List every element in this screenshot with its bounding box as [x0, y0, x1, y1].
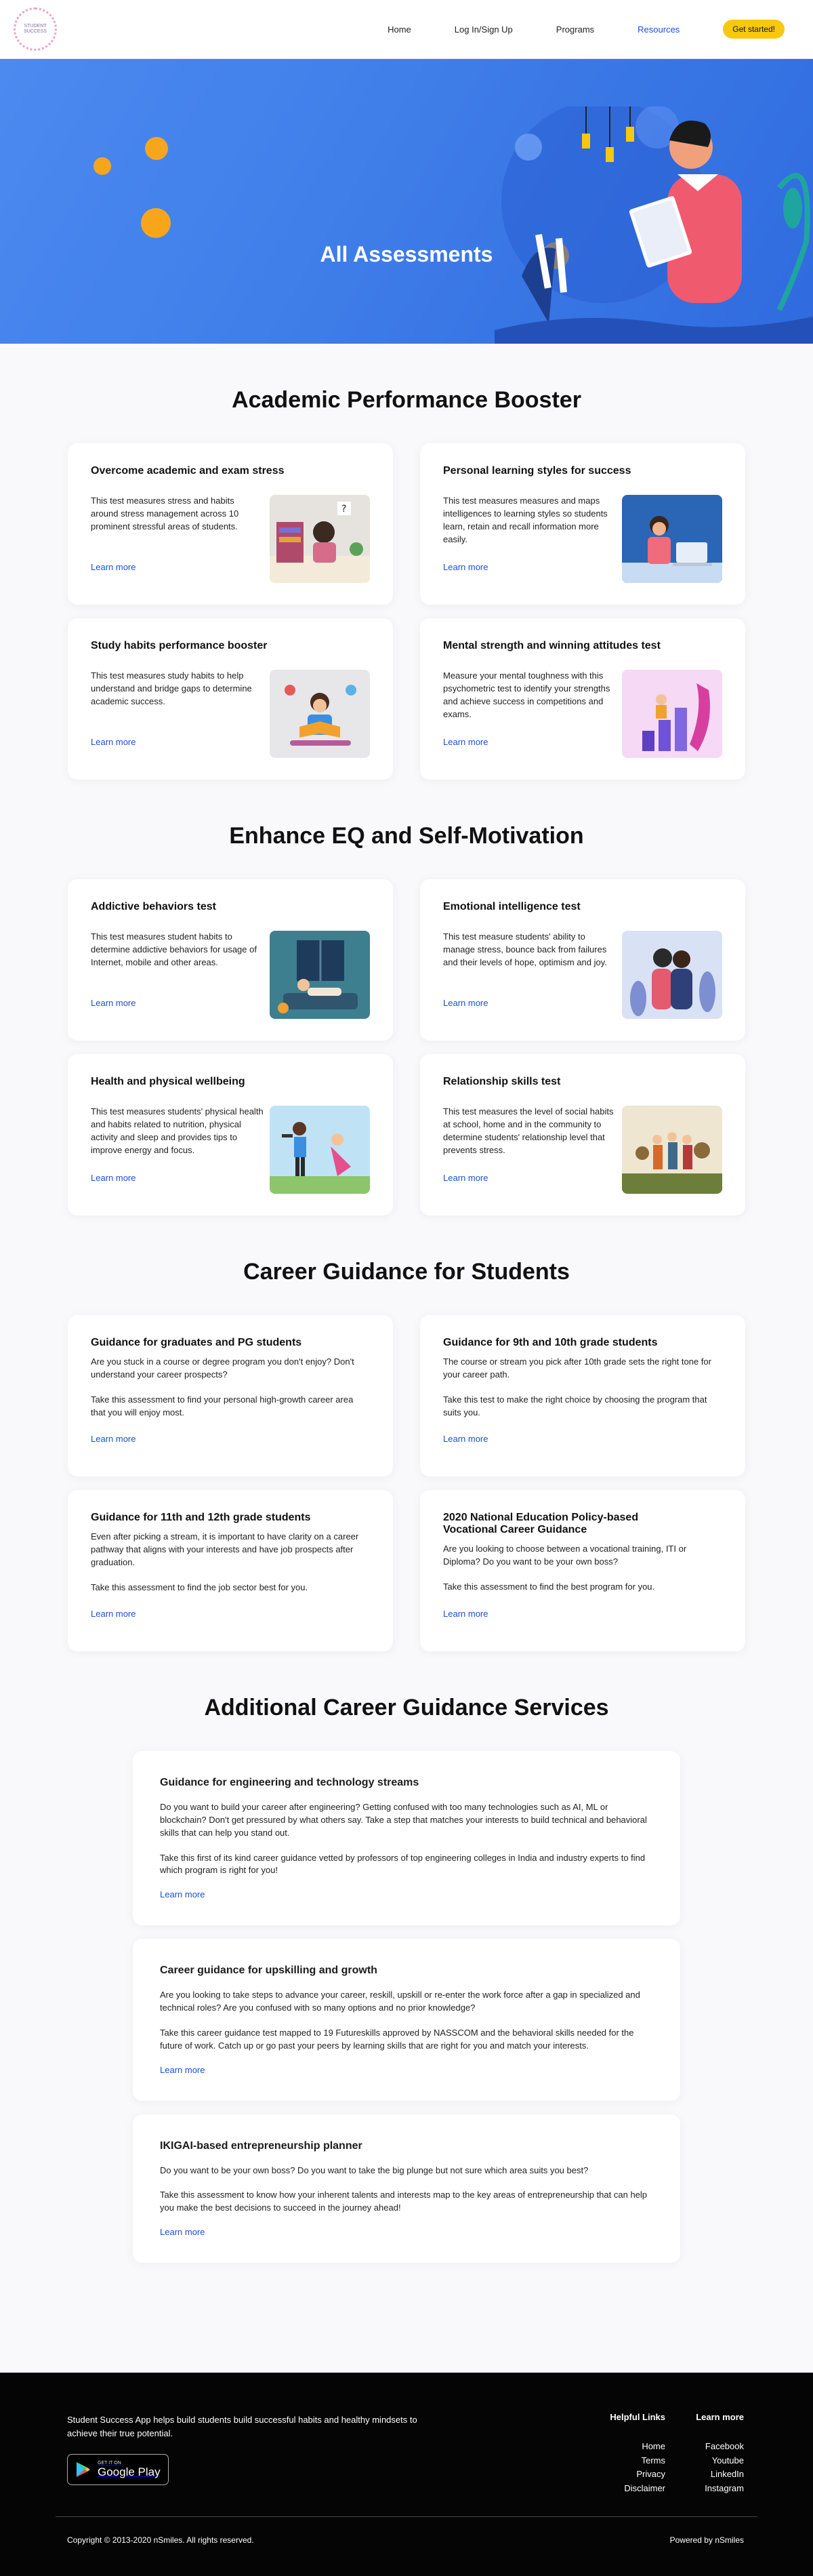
- hero-banner: [0, 59, 813, 344]
- helpful-links-title: Helpful Links: [610, 2412, 665, 2422]
- card-title: Guidance for 9th and 10th grade students: [443, 1337, 658, 1348]
- assessment-card: [420, 443, 745, 605]
- teacher-illustration: [495, 106, 813, 344]
- learn-more-link[interactable]: Learn more: [160, 2227, 205, 2238]
- gplay-big-text: Google Play: [98, 2465, 161, 2478]
- card-desc: This test measure students' ability to manage stress, bounce back from failures and their levels of hope, optimism and joy.: [443, 931, 607, 967]
- card-desc: Even after picking a stream, it is important to have clarity on a career pathway that aligns with your interests and have job prospects after graduation.: [91, 1531, 359, 1567]
- service-card: [133, 1939, 680, 2100]
- assessment-card: [420, 618, 745, 780]
- learn-more-link[interactable]: Learn more: [91, 562, 136, 572]
- service-card: [133, 2114, 680, 2263]
- assessment-card: [420, 1054, 745, 1215]
- card-desc: This test measures study habits to help understand and bridge gaps to determine academic success.: [91, 670, 252, 706]
- site-footer: [0, 2373, 813, 2576]
- nav-programs[interactable]: Programs: [556, 24, 595, 35]
- card-desc: Take this assessment to find the job sector best for you.: [91, 1582, 308, 1592]
- get-started-button[interactable]: Get started!: [723, 20, 785, 39]
- hero-title: All Assessments: [320, 242, 493, 266]
- learn-more-link[interactable]: Learn more: [443, 1173, 488, 1183]
- card-desc: Do you want to be your own boss? Do you want to take the big plunge but not sure which area suits you best?: [160, 2165, 589, 2175]
- card-title: Mental strength and winning attitudes test: [443, 640, 661, 651]
- card-desc: The course or stream you pick after 10th grade sets the right tone for your career path.: [443, 1356, 711, 1380]
- card-desc: Take this assessment to know how your inherent talents and interests map to the key areas of entrepreneurship that can help you make the best decisions to succeed in the journey ahead!: [160, 2190, 648, 2213]
- learn-more-link[interactable]: Learn more: [91, 1173, 136, 1183]
- decor-bubble: [141, 208, 171, 238]
- footer-link-disclaimer[interactable]: Disclaimer: [624, 2483, 665, 2494]
- svg-text:?: ?: [341, 504, 347, 515]
- student-reading-illustration: [270, 670, 370, 758]
- card-desc: This test measures students' physical health and habits related to nutrition, physical activity and sleep and provides tips to improve energy and focus.: [91, 1106, 264, 1155]
- nav-resources[interactable]: Resources: [638, 24, 680, 35]
- section-title-eq: Enhance EQ and Self-Motivation: [229, 823, 584, 849]
- card-title: Guidance for graduates and PG students: [91, 1337, 302, 1348]
- career-card: [68, 1490, 393, 1651]
- card-desc: Are you stuck in a course or degree program you don't enjoy? Don't understand your career prospects?: [91, 1356, 354, 1380]
- card-title: Overcome academic and exam stress: [91, 465, 285, 477]
- card-desc: Are you looking to choose between a vocational training, ITI or Diploma? Do you want to be your own boss?: [443, 1544, 687, 1567]
- card-title: Guidance for 11th and 12th grade students: [91, 1512, 311, 1523]
- card-desc: Take this test to make the right choice by choosing the program that suits you.: [443, 1394, 707, 1417]
- card-desc: Do you want to build your career after engineering? Getting confused with too many technologies such as AI, ML or blockchain? Don't get pressured by what others say. Take a step that matches your interests to build technical and behavioral skills that can help you stand out.: [160, 1802, 647, 1838]
- hug-illustration: [622, 931, 722, 1019]
- footer-link-facebook[interactable]: Facebook: [705, 2440, 744, 2451]
- card-desc: Take this first of its kind career guidance vetted by professors of top engineering colleges in India and industry experts to find which program is right for you!: [160, 1852, 646, 1876]
- section-title-additional: Additional Career Guidance Services: [204, 1695, 609, 1720]
- assessment-card: [68, 879, 393, 1041]
- card-desc: This test measures the level of social habits at school, home and in the community to determine students' relationship level that prevents stress.: [443, 1106, 614, 1155]
- google-play-badge[interactable]: [67, 2454, 169, 2485]
- stressed-student-illustration: [270, 495, 370, 583]
- card-title: 2020 National Education Policy-based Vocational Career Guidance: [443, 1512, 639, 1535]
- assessment-card: [68, 618, 393, 780]
- career-card: [420, 1490, 745, 1651]
- card-title: Career guidance for upskilling and growth: [160, 1965, 377, 1977]
- footer-link-linkedin[interactable]: LinkedIn: [710, 2469, 744, 2480]
- card-desc: Take this assessment to find the best program for you.: [443, 1581, 655, 1592]
- helpful-links: [610, 2411, 665, 2496]
- eq-grid: [68, 879, 745, 1215]
- card-desc: This test measures stress and habits around stress management across 10 prominent stressful areas of students.: [91, 496, 239, 531]
- learn-more-link[interactable]: Learn more: [443, 1434, 488, 1444]
- learn-more-link[interactable]: Learn more: [91, 737, 136, 747]
- logo-line1: STUDENT: [24, 23, 47, 28]
- footer-link-instagram[interactable]: Instagram: [705, 2483, 744, 2494]
- additional-list: [0, 1751, 813, 2263]
- career-card: [420, 1315, 745, 1476]
- card-title: Personal learning styles for success: [443, 465, 631, 477]
- phone-addiction-illustration: [270, 931, 370, 1019]
- footer-divider: [56, 2516, 757, 2517]
- card-desc: This test measures student habits to determine addictive behaviors for usage of Internet, mobile and other areas.: [91, 931, 257, 967]
- card-desc: Measure your mental toughness with this psychometric test to identify your strengths and achieve success in competitions and exams.: [443, 670, 610, 719]
- card-title: Study habits performance booster: [91, 640, 268, 651]
- learn-more-link[interactable]: Learn more: [443, 562, 488, 572]
- gplay-small-text: GET IT ON: [98, 2460, 121, 2466]
- card-desc: Are you looking to take steps to advance your career, reskill, upskill or re-enter the work force after a gap in specialized and technical roles? Are you confused with so many options and no prior knowledge?: [160, 1990, 640, 2013]
- site-logo[interactable]: [14, 7, 57, 51]
- assessment-card: [68, 1054, 393, 1215]
- learn-more-link[interactable]: Learn more: [160, 2064, 205, 2075]
- learn-more-title: Learn more: [696, 2412, 744, 2422]
- assessment-card: [68, 443, 393, 605]
- footer-link-youtube[interactable]: Youtube: [711, 2455, 744, 2466]
- growth-chart-illustration: [622, 670, 722, 758]
- service-card: [133, 1751, 680, 1925]
- footer-link-home[interactable]: Home: [642, 2440, 665, 2451]
- career-card: [68, 1315, 393, 1476]
- footer-link-privacy[interactable]: Privacy: [636, 2469, 665, 2480]
- logo-line2: SUCCESS: [24, 29, 47, 34]
- footer-tagline: Student Success App helps build students build successful habits and healthy mindsets to achieve their true potential.: [67, 2415, 417, 2438]
- career-grid: [68, 1315, 745, 1651]
- nav-home[interactable]: Home: [388, 24, 411, 35]
- student-laptop-illustration: [622, 495, 722, 583]
- social-links: [696, 2411, 744, 2496]
- section-title-career: Career Guidance for Students: [243, 1259, 570, 1285]
- learn-more-link[interactable]: Learn more: [91, 1434, 136, 1444]
- google-play-icon: [76, 2461, 91, 2478]
- card-desc: Take this career guidance test mapped to 19 Futureskills approved by NASSCOM and the behavioral skills needed for the future of work. Catch up or go past your peers by learning skills that are right for you and match your interests.: [160, 2027, 634, 2051]
- decor-bubble: [93, 157, 111, 175]
- decor-bubble: [145, 137, 168, 160]
- nav-login[interactable]: Log In/Sign Up: [454, 24, 513, 35]
- learn-more-link[interactable]: Learn more: [91, 1609, 136, 1619]
- learn-more-link[interactable]: Learn more: [91, 998, 136, 1008]
- academic-grid: [68, 443, 745, 780]
- card-title: Relationship skills test: [443, 1076, 561, 1087]
- learn-more-link[interactable]: Learn more: [443, 998, 488, 1008]
- card-desc: This test measures measures and maps intelligences to learning styles so students learn, retain and recall information more easily.: [443, 496, 608, 544]
- exercise-illustration: [270, 1106, 370, 1194]
- group-hiking-illustration: [622, 1106, 722, 1194]
- copyright-text: Copyright © 2013-2020 nSmiles. All rights reserved.: [67, 2535, 254, 2545]
- card-title: IKIGAI-based entrepreneurship planner: [160, 2139, 362, 2152]
- learn-more-link[interactable]: Learn more: [443, 1609, 488, 1619]
- card-desc: Take this assessment to find your personal high-growth career area that you will enjoy most.: [91, 1394, 354, 1417]
- assessment-card: [420, 879, 745, 1041]
- main-nav: [388, 20, 785, 39]
- card-title: Health and physical wellbeing: [91, 1076, 245, 1087]
- card-title: Guidance for engineering and technology streams: [160, 1777, 419, 1788]
- powered-by-text: Powered by nSmiles: [669, 2535, 744, 2545]
- footer-link-terms[interactable]: Terms: [641, 2455, 665, 2466]
- card-title: Emotional intelligence test: [443, 901, 581, 912]
- site-header: [0, 0, 813, 59]
- learn-more-link[interactable]: Learn more: [443, 737, 488, 747]
- learn-more-link[interactable]: Learn more: [160, 1889, 205, 1900]
- card-title: Addictive behaviors test: [91, 901, 216, 912]
- section-title-academic: Academic Performance Booster: [232, 387, 581, 413]
